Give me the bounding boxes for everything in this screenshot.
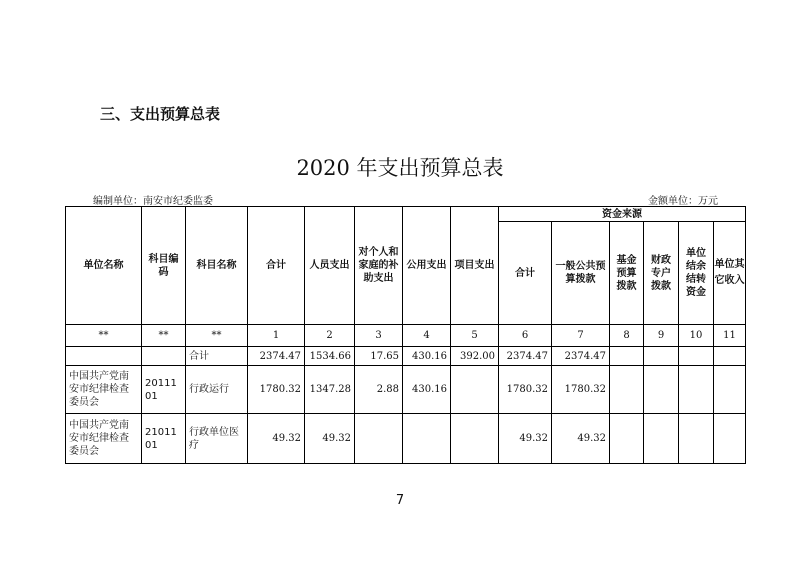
index-cell: 8 (610, 325, 644, 347)
table-row (66, 414, 746, 464)
value-cell: 49.32 (499, 414, 552, 464)
index-cell: ** (186, 325, 248, 347)
index-cell: 7 (552, 325, 610, 347)
header-unit-name: 单位名称 (66, 207, 142, 325)
index-cell: 2 (305, 325, 355, 347)
header-row-1 (66, 207, 746, 222)
index-cell: 4 (403, 325, 451, 347)
value-cell (714, 366, 746, 414)
value-cell (451, 366, 499, 414)
value-cell: 2.88 (355, 366, 403, 414)
value-cell: 430.16 (403, 366, 451, 414)
index-cell: 10 (679, 325, 714, 347)
header-special: 财政专户拨款 (644, 222, 679, 325)
index-cell: 11 (714, 325, 746, 347)
value-cell: 49.32 (552, 414, 610, 464)
header-individual: 对个人和家庭的补助支出 (355, 207, 403, 325)
subject-name-cell: 行政单位医疗 (186, 414, 248, 464)
value-cell: 1780.32 (499, 366, 552, 414)
index-cell: 9 (644, 325, 679, 347)
value-cell: 1347.28 (305, 366, 355, 414)
amount-unit: 金额单位：万元 (648, 196, 718, 207)
value-cell (610, 366, 644, 414)
value-cell (679, 366, 714, 414)
value-cell (644, 414, 679, 464)
total-value: 2374.47 (248, 347, 305, 366)
table-row (66, 366, 746, 414)
index-row (66, 325, 746, 347)
section-heading: 三、支出预算总表 (100, 105, 221, 123)
total-value (610, 347, 644, 366)
header-subject-name: 科目名称 (186, 207, 248, 325)
header-carryover: 单位结余结转资金 (679, 222, 714, 325)
total-code-cell (142, 347, 186, 366)
unit-name-cell: 中国共产党南安市纪律检查委员会 (66, 366, 142, 414)
header-total: 合计 (248, 207, 305, 325)
value-cell (644, 366, 679, 414)
value-cell (451, 414, 499, 464)
total-unit-cell (66, 347, 142, 366)
value-cell (355, 414, 403, 464)
page-number: 7 (395, 493, 405, 508)
value-cell (714, 414, 746, 464)
total-label: 合计 (186, 347, 248, 366)
total-value: 2374.47 (499, 347, 552, 366)
index-cell: ** (142, 325, 186, 347)
index-cell: ** (66, 325, 142, 347)
index-cell: 3 (355, 325, 403, 347)
value-cell: 49.32 (248, 414, 305, 464)
value-cell: 49.32 (305, 414, 355, 464)
header-subject-code: 科目编码 (142, 207, 186, 325)
header-fund-total: 合计 (499, 222, 552, 325)
total-value (644, 347, 679, 366)
header-fund-source: 资金来源 (499, 207, 746, 222)
value-cell: 1780.32 (552, 366, 610, 414)
header-personnel: 人员支出 (305, 207, 355, 325)
total-row (66, 347, 746, 366)
budget-table (65, 206, 746, 464)
total-value: 17.65 (355, 347, 403, 366)
page-title: 2020 年支出预算总表 (296, 156, 504, 180)
index-cell: 5 (451, 325, 499, 347)
value-cell (610, 414, 644, 464)
total-value: 392.00 (451, 347, 499, 366)
subject-name-cell: 行政运行 (186, 366, 248, 414)
total-value: 430.16 (403, 347, 451, 366)
value-cell: 1780.32 (248, 366, 305, 414)
total-value: 2374.47 (552, 347, 610, 366)
total-value: 1534.66 (305, 347, 355, 366)
header-public: 公用支出 (403, 207, 451, 325)
unit-name-cell: 中国共产党南安市纪律检查委员会 (66, 414, 142, 464)
index-cell: 6 (499, 325, 552, 347)
index-cell: 1 (248, 325, 305, 347)
compiling-unit: 编制单位：南安市纪委监委 (93, 196, 213, 207)
subject-code-cell: 2101101 (142, 414, 186, 464)
header-project: 项目支出 (451, 207, 499, 325)
header-general-budget: 一般公共预算拨款 (552, 222, 610, 325)
value-cell (403, 414, 451, 464)
total-value (714, 347, 746, 366)
subject-code-cell: 2011101 (142, 366, 186, 414)
header-fund-budget: 基金预算拨款 (610, 222, 644, 325)
header-other-income: 单位其它收入 (714, 222, 746, 325)
total-value (679, 347, 714, 366)
value-cell (679, 414, 714, 464)
